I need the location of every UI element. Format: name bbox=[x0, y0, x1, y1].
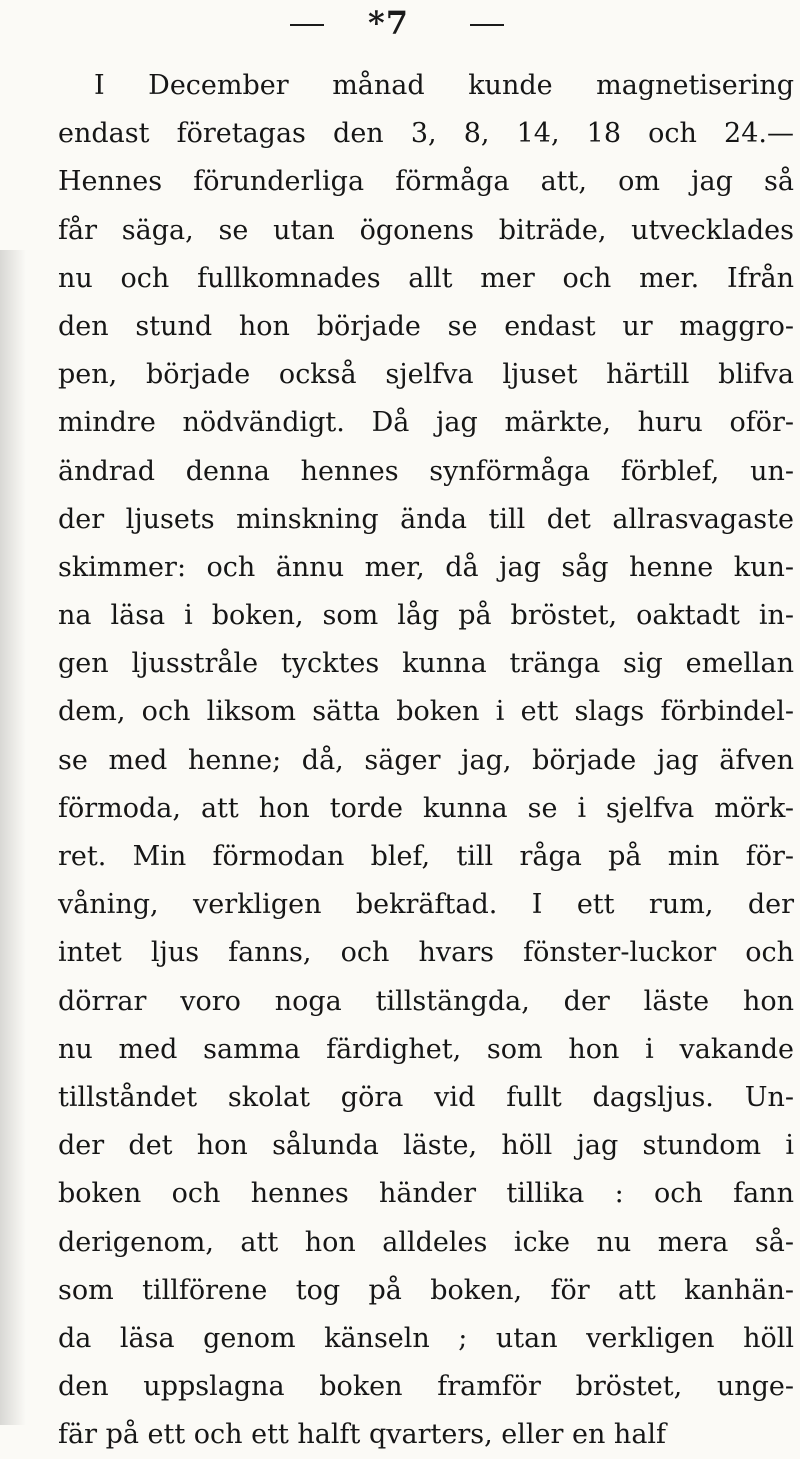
text-line: I December månad kunde magnetisering bbox=[94, 70, 794, 101]
text-line: der det hon sålunda läste, höll jag stundom i bbox=[58, 1130, 794, 1162]
text-line: som tillförene tog på boken, för att kanhän- bbox=[58, 1274, 794, 1306]
text-line: der ljusets minskning ända till det allrasvagaste bbox=[58, 503, 794, 535]
text-line: förmoda, att hon torde kunna se i sjelfva mörk- bbox=[58, 792, 794, 824]
text-line: derigenom, att hon alldeles icke nu mera så- bbox=[58, 1226, 794, 1258]
text-line: den uppslagna boken framför bröstet, unge- bbox=[58, 1371, 794, 1403]
text-line: den stund hon började se endast ur maggro- bbox=[58, 310, 794, 342]
text-line: intet ljus fanns, och hvars fönster-luckor och bbox=[58, 937, 794, 969]
text-line: da läsa genom känseln ; utan verkligen höll bbox=[58, 1322, 794, 1354]
text-line: endast företagas den 3, 8, 14, 18 och 24.— bbox=[58, 118, 794, 150]
text-line: får säga, se utan ögonens biträde, utvecklades bbox=[58, 214, 794, 246]
text-line: Hennes förunderliga förmåga att, om jag så bbox=[58, 166, 794, 198]
text-line: fär på ett och ett halft qvarters, eller en half bbox=[58, 1419, 667, 1451]
text-line: ret. Min förmodan blef, till råga på min för- bbox=[58, 841, 794, 872]
page-header bbox=[0, 4, 800, 44]
text-line: våning, verkligen bekräftad. I ett rum, der bbox=[58, 889, 794, 921]
page-gutter-shadow bbox=[0, 250, 26, 1425]
page-number: *7 bbox=[368, 4, 409, 42]
text-line: gen ljusstråle tycktes kunna tränga sig emellan bbox=[58, 648, 794, 680]
text-line: nu och fullkomnades allt mer och mer. Ifrån bbox=[58, 262, 794, 294]
body-text bbox=[58, 62, 794, 1459]
text-line: dem, och liksom sätta boken i ett slags förbindel- bbox=[58, 696, 794, 728]
header-dash-right bbox=[470, 24, 504, 26]
text-line: boken och hennes händer tillika : och fann bbox=[58, 1178, 794, 1210]
header-dash-left bbox=[290, 24, 324, 26]
text-line: dörrar voro noga tillstängda, der läste hon bbox=[58, 985, 794, 1017]
text-line: tillståndet skolat göra vid fullt dagsljus. Un- bbox=[58, 1081, 794, 1113]
text-line: ändrad denna hennes synförmåga förblef, un- bbox=[58, 455, 794, 487]
text-line: skimmer: och ännu mer, då jag såg henne kun- bbox=[58, 551, 794, 583]
text-line: pen, började också sjelfva ljuset härtill blifva bbox=[58, 359, 794, 391]
text-line: mindre nödvändigt. Då jag märkte, huru oför- bbox=[58, 407, 794, 439]
text-line: se med henne; då, säger jag, började jag äfven bbox=[58, 744, 794, 776]
text-line: na läsa i boken, som låg på bröstet, oaktadt in- bbox=[58, 600, 794, 632]
text-line: nu med samma färdighet, som hon i vakande bbox=[58, 1033, 794, 1065]
